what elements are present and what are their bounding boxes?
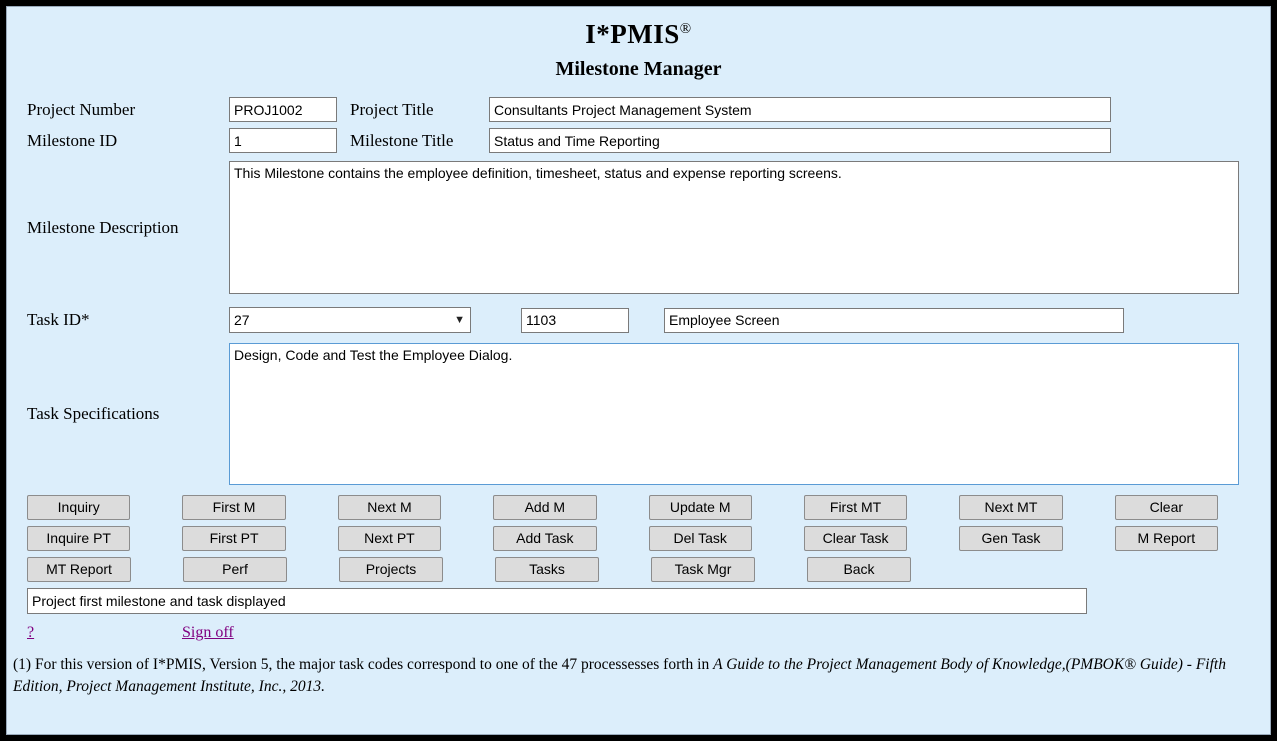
project-number-label: Project Number bbox=[27, 99, 136, 119]
next-mt-button[interactable]: Next MT bbox=[959, 495, 1062, 520]
milestone-id-input[interactable] bbox=[229, 128, 337, 153]
inquiry-button[interactable]: Inquiry bbox=[27, 495, 130, 520]
milestone-title-label: Milestone Title bbox=[350, 130, 454, 150]
add-m-button[interactable]: Add M bbox=[493, 495, 596, 520]
first-m-button[interactable]: First M bbox=[182, 495, 285, 520]
project-row bbox=[27, 97, 1252, 122]
status-message-input[interactable] bbox=[27, 588, 1087, 614]
task-specifications-row bbox=[27, 343, 1252, 485]
first-pt-button[interactable]: First PT bbox=[182, 526, 285, 551]
perf-button[interactable]: Perf bbox=[183, 557, 287, 582]
back-button[interactable]: Back bbox=[807, 557, 911, 582]
task-mgr-button[interactable]: Task Mgr bbox=[651, 557, 755, 582]
task-id-select-wrapper[interactable] bbox=[229, 307, 471, 333]
footnote-citation: A Guide to the Project Management Body of Knowledge,(PMBOK® Guide) - Fifth Edition, Project Management Institute, Inc., 2013. bbox=[13, 656, 1226, 695]
tasks-button[interactable]: Tasks bbox=[495, 557, 599, 582]
task-specifications-textarea[interactable] bbox=[229, 343, 1239, 485]
task-name-input[interactable] bbox=[664, 308, 1124, 333]
del-task-button[interactable]: Del Task bbox=[649, 526, 752, 551]
button-row-3 bbox=[27, 557, 1270, 582]
task-specifications-label: Task Specifications bbox=[27, 404, 160, 423]
button-panel bbox=[7, 495, 1270, 582]
milestone-description-label: Milestone Description bbox=[27, 217, 179, 237]
milestone-description-row bbox=[27, 161, 1252, 294]
milestone-description-textarea[interactable] bbox=[229, 161, 1239, 294]
next-m-button[interactable]: Next M bbox=[338, 495, 441, 520]
m-report-button[interactable]: M Report bbox=[1115, 526, 1218, 551]
project-number-input[interactable] bbox=[229, 97, 337, 122]
task-id-label: Task ID* bbox=[27, 310, 90, 329]
add-task-button[interactable]: Add Task bbox=[493, 526, 596, 551]
page-title: Milestone Manager bbox=[555, 58, 722, 80]
mt-report-button[interactable]: MT Report bbox=[27, 557, 131, 582]
project-title-label: Project Title bbox=[350, 99, 434, 119]
status-bar bbox=[7, 588, 1270, 614]
clear-task-button[interactable]: Clear Task bbox=[804, 526, 907, 551]
milestone-title-input[interactable] bbox=[489, 128, 1111, 153]
project-title-input[interactable] bbox=[489, 97, 1111, 122]
help-link[interactable]: ? bbox=[27, 624, 35, 641]
chevron-down-icon: ▼ bbox=[454, 314, 465, 326]
milestone-id-label: Milestone ID bbox=[27, 130, 118, 150]
task-code-input[interactable] bbox=[521, 308, 629, 333]
task-id-row bbox=[27, 307, 1252, 333]
gen-task-button[interactable]: Gen Task bbox=[959, 526, 1062, 551]
sign-off-link[interactable]: Sign off bbox=[182, 624, 234, 641]
form-area bbox=[7, 97, 1270, 485]
milestone-manager-window bbox=[6, 6, 1271, 735]
registered-mark-icon: ® bbox=[679, 21, 692, 37]
inquire-pt-button[interactable]: Inquire PT bbox=[27, 526, 130, 551]
next-pt-button[interactable]: Next PT bbox=[338, 526, 441, 551]
links-row bbox=[7, 624, 1270, 642]
clear-button[interactable]: Clear bbox=[1115, 495, 1218, 520]
footnote-text: (1) For this version of I*PMIS, Version 5, the major task codes correspond to one of the 47 processesses forth in bbox=[13, 656, 714, 673]
button-row-2 bbox=[27, 526, 1270, 551]
milestone-row bbox=[27, 128, 1252, 153]
app-title-text: I*PMIS bbox=[585, 19, 680, 49]
app-title bbox=[7, 19, 1270, 50]
button-row-1 bbox=[27, 495, 1270, 520]
task-id-select[interactable] bbox=[229, 307, 471, 333]
projects-button[interactable]: Projects bbox=[339, 557, 443, 582]
update-m-button[interactable]: Update M bbox=[649, 495, 752, 520]
footnote bbox=[7, 654, 1270, 697]
first-mt-button[interactable]: First MT bbox=[804, 495, 907, 520]
header bbox=[7, 7, 1270, 81]
